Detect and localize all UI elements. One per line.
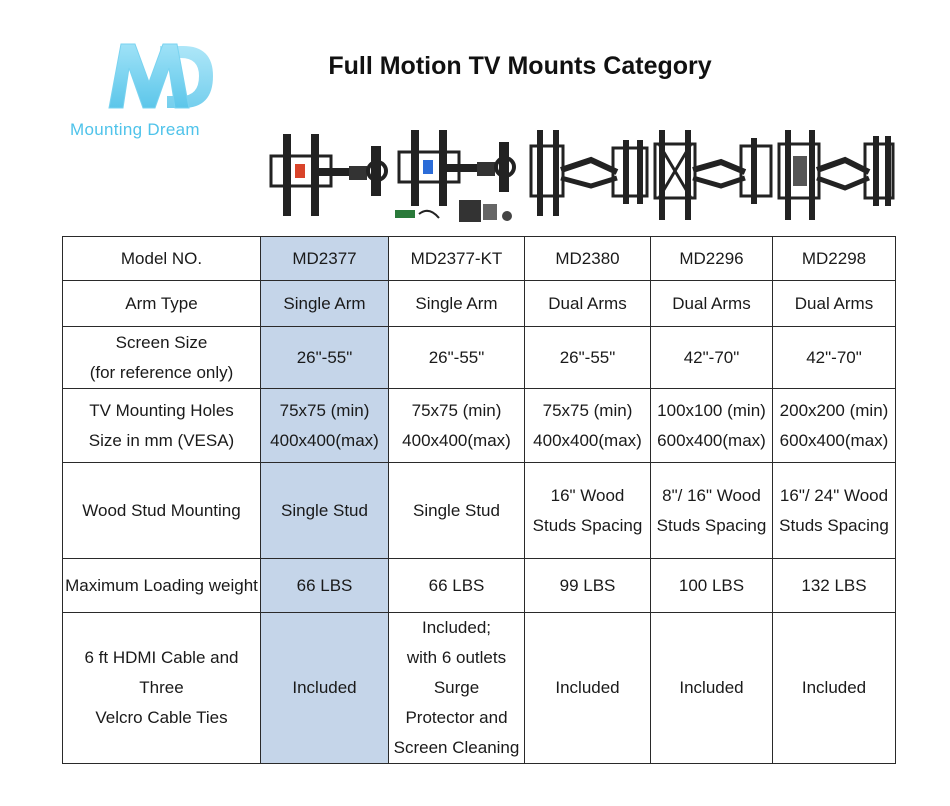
cell-text: Model NO. (120, 248, 203, 268)
table-cell (261, 613, 389, 764)
cell-text: Size in mm (VESA) (88, 430, 235, 450)
table-cell (389, 463, 525, 559)
cell-text: Arm Type (125, 293, 198, 313)
table-row (63, 389, 896, 463)
table-row (63, 559, 896, 613)
table-cell (651, 281, 773, 327)
table-cell (773, 327, 896, 389)
cell-text: Screen Cleaning (393, 738, 520, 757)
table-cell (389, 613, 525, 764)
cell-text: Included (679, 678, 744, 697)
table-cell (651, 389, 773, 463)
single-arm-mount-image (265, 126, 389, 228)
cell-text: 600x400(max) (657, 430, 766, 450)
cell-text: 42"-70" (683, 347, 740, 367)
dual-arm-mount-image (651, 126, 775, 228)
table-cell (525, 237, 651, 281)
cell-text: 42"-70" (806, 347, 862, 367)
cell-text: MD2296 (679, 248, 744, 268)
cell-text: (for reference only) (89, 362, 234, 382)
cell-text: Studs Spacing (532, 515, 643, 535)
table-cell (389, 389, 525, 463)
page-title: Full Motion TV Mounts Category (328, 52, 712, 80)
cell-text: Protector and (405, 708, 508, 727)
cell-text: Included (555, 678, 620, 697)
cell-text: 75x75 (min) (279, 400, 370, 420)
table-cell (525, 389, 651, 463)
table-row (63, 613, 896, 764)
table-cell (261, 559, 389, 613)
cell-text: 6 ft HDMI Cable and Three (84, 648, 239, 697)
table-cell (525, 559, 651, 613)
table-cell (651, 559, 773, 613)
table-cell (773, 463, 896, 559)
cell-text: 66 LBS (428, 575, 485, 595)
cell-text: Included (801, 678, 867, 697)
single-arm-mount-kit-image (395, 126, 519, 228)
cell-text: 132 LBS (801, 575, 867, 595)
cell-text: Single Arm (415, 293, 498, 313)
cell-text: Dual Arms (794, 293, 874, 313)
cell-text: Screen Size (115, 332, 208, 352)
cell-text: MD2377 (292, 248, 357, 268)
table-cell (261, 327, 389, 389)
cell-text: Included (292, 678, 357, 697)
cell-text: Maximum Loading weight (65, 575, 258, 595)
cell-text: 100x100 (min) (657, 400, 766, 420)
cell-text: Studs Spacing (779, 515, 889, 535)
dual-arm-mount-image (773, 126, 897, 228)
table-cell (261, 463, 389, 559)
cell-text: 26"-55" (428, 347, 485, 367)
table-cell (773, 613, 896, 764)
cell-text: MD2377-KT (410, 248, 503, 268)
cell-text: Wood Stud Mounting (82, 500, 241, 520)
row-label (63, 613, 261, 764)
table-cell (651, 327, 773, 389)
cell-text: Single Stud (281, 500, 368, 520)
table-cell (389, 327, 525, 389)
cell-text: 600x400(max) (779, 430, 889, 450)
md-logo-icon (105, 38, 215, 116)
cell-text: MD2380 (555, 248, 620, 268)
table-row (63, 237, 896, 281)
table-row (63, 327, 896, 389)
cell-text: Single Stud (413, 500, 500, 520)
table-cell (525, 281, 651, 327)
cell-text: 400x400(max) (533, 430, 642, 450)
cell-text: 26"-55" (296, 347, 353, 367)
table-cell (389, 559, 525, 613)
cell-text: Velcro Cable Ties (95, 708, 228, 727)
table-row (63, 281, 896, 327)
cell-text: 99 LBS (559, 575, 616, 595)
cell-text: Included; (422, 618, 491, 637)
table-cell (525, 613, 651, 764)
brand-name: Mounting Dream (70, 120, 200, 139)
table-cell (651, 237, 773, 281)
cell-text: with 6 outlets Surge (406, 648, 507, 697)
row-label (63, 389, 261, 463)
brand-logo (70, 38, 240, 148)
table-cell (261, 389, 389, 463)
row-label (63, 463, 261, 559)
row-label (63, 281, 261, 327)
cell-text: TV Mounting Holes (89, 400, 234, 420)
table-cell (651, 463, 773, 559)
product-image-strip (265, 126, 895, 228)
cell-text: 100 LBS (678, 575, 745, 595)
cell-text: 66 LBS (296, 575, 353, 595)
row-label (63, 237, 261, 281)
cell-text: MD2298 (801, 248, 867, 268)
cell-text: 16" Wood (550, 485, 625, 505)
table-cell (261, 281, 389, 327)
table-cell (525, 327, 651, 389)
cell-text: 200x200 (min) (779, 400, 889, 420)
table-cell (525, 463, 651, 559)
table-cell (389, 237, 525, 281)
cell-text: 8"/ 16" Wood (662, 485, 761, 505)
cell-text: 16"/ 24" Wood (779, 485, 889, 505)
table-cell (773, 559, 896, 613)
dual-arm-mount-image (527, 126, 651, 228)
table-cell (773, 389, 896, 463)
cell-text: 75x75 (min) (542, 400, 633, 420)
table-cell (389, 281, 525, 327)
cell-text: Dual Arms (672, 293, 751, 313)
table-row (63, 463, 896, 559)
table-cell (651, 613, 773, 764)
table-cell (261, 237, 389, 281)
cell-text: Single Arm (283, 293, 366, 313)
table-cell (773, 237, 896, 281)
cell-text: 26"-55" (559, 347, 616, 367)
cell-text: 400x400(max) (270, 430, 379, 450)
spec-comparison-table (62, 236, 896, 764)
cell-text: 75x75 (min) (411, 400, 502, 420)
table-cell (773, 281, 896, 327)
row-label (63, 327, 261, 389)
cell-text: Dual Arms (548, 293, 627, 313)
cell-text: Studs Spacing (656, 515, 767, 535)
cell-text: 400x400(max) (402, 430, 511, 450)
row-label (63, 559, 261, 613)
